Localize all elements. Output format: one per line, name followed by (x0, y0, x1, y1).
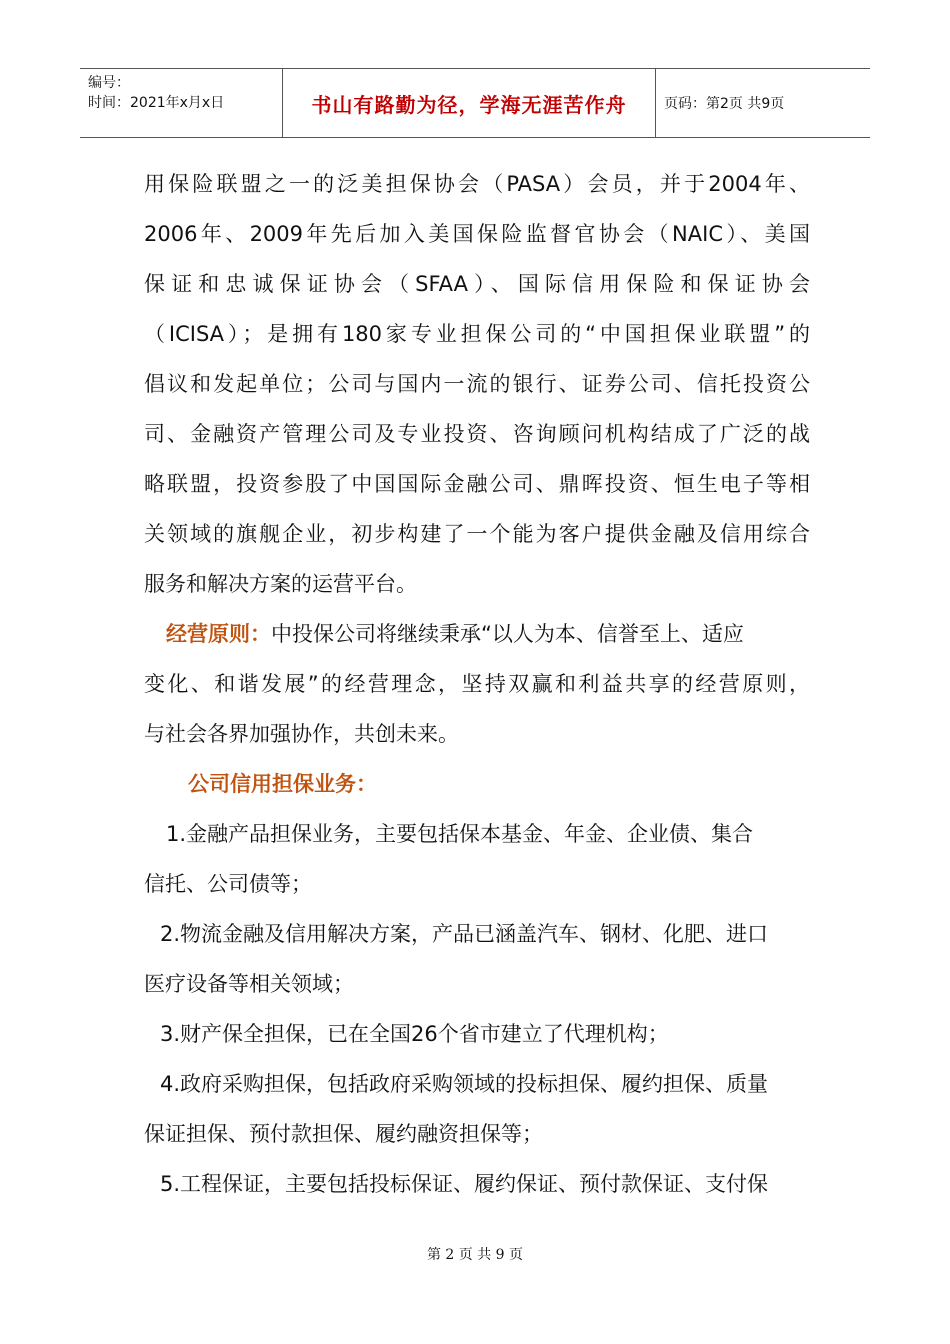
header-page-info: 页码：第2页 共9页 (664, 96, 785, 112)
business-item-line: 5.工程保证，主要包括投标保证、履约保证、预付款保证、支付保 (160, 1172, 769, 1196)
paragraph-line: 关领域的旗舰企业，初步构建了一个能为客户提供金融及信用综合 (144, 522, 810, 546)
paragraph-line: 司、金融资产管理公司及专业投资、咨询顾问机构结成了广泛的战 (144, 422, 810, 446)
paragraph-line: 保证和忠诚保证协会（SFAA）、国际信用保险和保证协会 (144, 272, 810, 296)
principle-heading: 经营原则： (166, 622, 271, 646)
principle-paragraph-line (144, 609, 810, 659)
principle-paragraph-line: 变化、和谐发展”的经营理念，坚持双赢和利益共享的经营原则， (144, 672, 810, 696)
paragraph-line: 倡议和发起单位；公司与国内一流的银行、证券公司、信托投资公 (144, 372, 810, 396)
page-footer: 第 2 页 共 9 页 (426, 1247, 524, 1263)
paragraph-line: 服务和解决方案的运营平台。 (144, 572, 417, 596)
header-motto: 书山有路勤为径，学海无涯苦作舟 (282, 69, 656, 137)
paragraph-line: 略联盟，投资参股了中国国际金融公司、鼎晖投资、恒生电子等相 (144, 472, 810, 496)
business-item-line: 2.物流金融及信用解决方案，产品已涵盖汽车、钢材、化肥、进口 (160, 922, 769, 946)
date-label: 时间：2021年x月x日 (88, 95, 225, 111)
business-heading: 公司信用担保业务： (188, 772, 377, 796)
business-item-line: 4.政府采购担保，包括政府采购领域的投标担保、履约担保、质量 (160, 1072, 769, 1096)
principle-text: 中投保公司将继续秉承“以人为本、信誉至上、适应 (271, 622, 744, 646)
business-item-line: 信托、公司债等； (144, 872, 312, 896)
paragraph-line: 用保险联盟之一的泛美担保协会（PASA）会员，并于2004年、 (144, 172, 810, 196)
header-meta (80, 69, 282, 137)
principle-paragraph-line: 与社会各界加强协作，共创未来。 (144, 722, 459, 746)
page-header (80, 68, 870, 138)
paragraph-line: 2006年、2009年先后加入美国保险监督官协会（NAIC）、美国 (144, 222, 810, 246)
business-item-line: 医疗设备等相关领域； (144, 972, 354, 996)
business-item-line: 3.财产保全担保，已在全国26个省市建立了代理机构； (160, 1022, 669, 1046)
business-item-line: 保证担保、预付款担保、履约融资担保等； (144, 1122, 543, 1146)
serial-number-label: 编号： (88, 75, 130, 91)
business-item-line: 1.金融产品担保业务，主要包括保本基金、年金、企业债、集合 (166, 822, 754, 846)
document-body (144, 159, 810, 1209)
paragraph-line: （ICISA）；是拥有180家专业担保公司的“中国担保业联盟”的 (144, 322, 810, 346)
